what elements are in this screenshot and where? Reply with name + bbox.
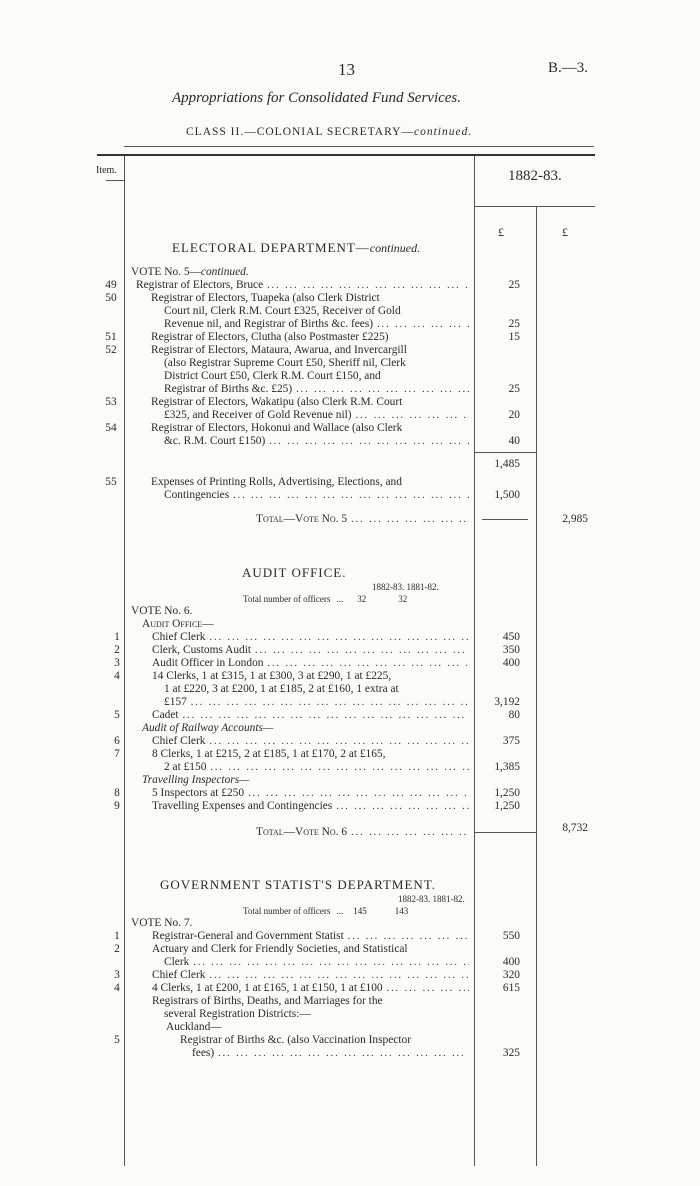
item-number: 3 bbox=[114, 969, 120, 981]
item-number: 54 bbox=[105, 422, 117, 434]
item-description: District Court £50, Clerk R.M. Court £150, and bbox=[164, 370, 381, 382]
item-description: 2 at £150 bbox=[164, 761, 207, 773]
page-title: Appropriations for Consolidated Fund Services. bbox=[172, 90, 462, 106]
officers-current: 145 bbox=[353, 906, 367, 916]
item-number: 52 bbox=[105, 344, 117, 356]
item-49-row bbox=[136, 279, 469, 292]
money-columns-top-rule bbox=[474, 206, 595, 207]
item-description: fees) bbox=[192, 1047, 215, 1059]
item-55-last-row bbox=[164, 489, 469, 502]
item-description: Clerk bbox=[164, 956, 190, 968]
item-amount: 40 bbox=[508, 435, 520, 447]
officers-count-row bbox=[243, 906, 408, 916]
registrars-heading: several Registration Districts:— bbox=[164, 1008, 311, 1020]
item-row-last bbox=[164, 696, 469, 709]
total-rule bbox=[482, 519, 528, 520]
item-row bbox=[152, 982, 469, 995]
total-label: Total—Vote No. 5 bbox=[256, 513, 348, 525]
officers-count-row bbox=[243, 594, 407, 604]
item-description: Registrar of Electors, Wakatipu (also Clerk R.M. Court bbox=[151, 396, 403, 408]
item-amount: 15 bbox=[508, 331, 520, 343]
officers-current: 32 bbox=[357, 594, 367, 604]
officers-label: Total number of officers bbox=[243, 906, 331, 916]
item-number: 51 bbox=[105, 331, 117, 343]
item-amount: 550 bbox=[502, 930, 520, 942]
item-row bbox=[152, 709, 469, 722]
electoral-heading-main: ELECTORAL DEPARTMENT— bbox=[172, 240, 370, 255]
item-description: Registrar of Births &c. (also Vaccination Inspector bbox=[180, 1034, 412, 1046]
item-amount: 350 bbox=[502, 644, 520, 656]
item-description: £157 bbox=[164, 696, 187, 708]
item-description: 1 at £220, 3 at £200, 1 at £185, 2 at £160, 1 extra at bbox=[164, 683, 399, 695]
item-amount: 1,250 bbox=[494, 787, 520, 799]
item-column-header: Item. bbox=[96, 165, 117, 176]
vote-5-text: VOTE No. 5— bbox=[131, 266, 201, 278]
total-rule bbox=[474, 832, 536, 833]
item-description: 14 Clerks, 1 at £315, 1 at £300, 3 at £290, 1 at £225, bbox=[152, 670, 392, 682]
item-description: £325, and Receiver of Gold Revenue nil) bbox=[164, 409, 352, 421]
item-amount: 375 bbox=[502, 735, 520, 747]
item-number: 6 bbox=[114, 735, 120, 747]
item-amount: 25 bbox=[508, 279, 520, 291]
class-title-continued: continued. bbox=[413, 126, 473, 138]
item-amount: 3,192 bbox=[494, 696, 520, 708]
item-amount: 1,500 bbox=[494, 489, 520, 501]
vote-total-amount: 2,985 bbox=[562, 513, 588, 525]
item-54-last-row bbox=[164, 435, 469, 448]
vote-6-label: VOTE No. 6. bbox=[131, 605, 193, 617]
item-row-last bbox=[164, 761, 469, 774]
item-amount: 325 bbox=[502, 1047, 520, 1059]
item-amount: 20 bbox=[508, 409, 520, 421]
document-reference: B.—3. bbox=[548, 60, 589, 76]
item-description: Registrar of Electors, Clutha (also Postmaster £225) bbox=[151, 331, 389, 343]
item-amount: 400 bbox=[502, 657, 520, 669]
page-number: 13 bbox=[338, 60, 355, 79]
item-number: 53 bbox=[105, 396, 117, 408]
officers-years-header: 1882-83. 1881-82. bbox=[372, 582, 439, 592]
item-amount: 25 bbox=[508, 383, 520, 395]
pound-sign-2: £ bbox=[562, 225, 568, 239]
subtotal-rule bbox=[474, 452, 536, 453]
item-number: 50 bbox=[105, 292, 117, 304]
subheading-travelling-inspectors: Travelling Inspectors— bbox=[142, 774, 250, 786]
header-rule bbox=[124, 146, 594, 147]
class-title-main: CLASS II.—COLONIAL SECRETARY— bbox=[186, 126, 414, 138]
item-amount: 450 bbox=[502, 631, 520, 643]
item-number: 1 bbox=[114, 930, 120, 942]
item-amount: 25 bbox=[508, 318, 520, 330]
item-description: 4 Clerks, 1 at £200, 1 at £165, 1 at £150, 1 at £100 bbox=[152, 982, 383, 994]
item-53-last-row bbox=[164, 409, 469, 422]
item-description: Contingencies bbox=[164, 489, 230, 501]
item-amount: 615 bbox=[502, 982, 520, 994]
subtotal-amount: 1,485 bbox=[494, 458, 520, 470]
item-row bbox=[152, 969, 469, 982]
section-heading-audit: AUDIT OFFICE. bbox=[242, 565, 347, 580]
vote-7-label: VOTE No. 7. bbox=[131, 917, 193, 929]
item-description: Registrar of Electors, Bruce bbox=[136, 279, 264, 291]
item-row bbox=[152, 631, 469, 644]
item-50-last-row bbox=[164, 318, 469, 331]
officers-previous: 143 bbox=[394, 906, 409, 916]
item-description: Chief Clerk bbox=[152, 735, 206, 747]
item-row bbox=[152, 930, 469, 943]
vote-5-continued: continued. bbox=[200, 266, 249, 278]
item-description: Travelling Expenses and Contingencies bbox=[152, 800, 333, 812]
item-description: Cadet bbox=[152, 709, 179, 721]
table-top-rule bbox=[97, 154, 595, 156]
section-heading-electoral bbox=[172, 240, 420, 256]
item-description: 5 Inspectors at £250 bbox=[152, 787, 245, 799]
registrars-heading: Registrars of Births, Deaths, and Marriages for the bbox=[152, 995, 383, 1007]
item-description: Expenses of Printing Rolls, Advertising, Elections, and bbox=[151, 476, 402, 488]
item-row bbox=[152, 644, 469, 657]
item-description: Audit Officer in London bbox=[152, 657, 264, 669]
vote-5-total-row bbox=[256, 513, 469, 526]
item-description: 8 Clerks, 1 at £215, 2 at £185, 1 at £170, 2 at £165, bbox=[152, 748, 386, 760]
item-amount: 1,385 bbox=[494, 761, 520, 773]
item-row bbox=[152, 735, 469, 748]
item-number: 7 bbox=[114, 748, 120, 760]
officers-previous: 32 bbox=[398, 594, 408, 604]
item-description: Clerk, Customs Audit bbox=[152, 644, 252, 656]
item-description: Revenue nil, and Registrar of Births &c. fees) bbox=[164, 318, 374, 330]
item-description: Registrar of Electors, Hokonui and Wallace (also Clerk bbox=[151, 422, 403, 434]
subheading-audit-office: Audit Office— bbox=[142, 618, 214, 630]
subheading-railway-accounts: Audit of Railway Accounts— bbox=[142, 722, 274, 734]
vote-6-total-row bbox=[256, 826, 469, 839]
item-amount: 80 bbox=[508, 709, 520, 721]
year-column-header: 1882-83. bbox=[508, 168, 562, 184]
item-number: 1 bbox=[114, 631, 120, 643]
vote-5-label bbox=[131, 266, 249, 279]
vote-total-amount: 8,732 bbox=[562, 822, 588, 834]
item-number: 2 bbox=[114, 943, 120, 955]
item-52-last-row bbox=[164, 383, 469, 396]
item-row bbox=[152, 800, 469, 813]
item-number: 49 bbox=[105, 279, 117, 291]
item-amount: 400 bbox=[502, 956, 520, 968]
item-description: &c. R.M. Court £150) bbox=[164, 435, 266, 447]
item-description: Registrar-General and Government Statist bbox=[152, 930, 344, 942]
item-description: Chief Clerk bbox=[152, 631, 206, 643]
section-heading-statist: GOVERNMENT STATIST'S DEPARTMENT. bbox=[160, 877, 437, 892]
dot-leader: ... bbox=[336, 906, 344, 916]
pound-sign-1: £ bbox=[498, 225, 504, 239]
item-description: Registrar of Electors, Tuapeka (also Clerk District bbox=[151, 292, 380, 304]
item-description: Actuary and Clerk for Friendly Societies, and Statistical bbox=[152, 943, 408, 955]
auckland-subheading: Auckland— bbox=[166, 1021, 222, 1033]
item-number: 55 bbox=[105, 476, 117, 488]
officers-years-header: 1882-83. 1881-82. bbox=[398, 894, 465, 904]
item-number: 9 bbox=[114, 800, 120, 812]
item-number: 2 bbox=[114, 644, 120, 656]
money-column-rule-1 bbox=[474, 156, 475, 1166]
item-description: Registrar of Births &c. £25) bbox=[164, 383, 293, 395]
item-number: 5 bbox=[114, 709, 120, 721]
item-row-last bbox=[192, 1047, 469, 1060]
money-column-rule-2 bbox=[536, 206, 537, 1166]
item-description: Registrar of Electors, Mataura, Awarua, and Invercargill bbox=[151, 344, 407, 356]
item-header-underline bbox=[106, 180, 124, 181]
class-title bbox=[186, 126, 472, 138]
item-row bbox=[152, 787, 469, 800]
item-description: (also Registrar Supreme Court £50, Sheriff nil, Clerk bbox=[164, 357, 406, 369]
item-description: Court nil, Clerk R.M. Court £325, Receiver of Gold bbox=[164, 305, 401, 317]
item-amount: 320 bbox=[502, 969, 520, 981]
item-amount: 1,250 bbox=[494, 800, 520, 812]
item-number: 4 bbox=[114, 670, 120, 682]
dot-leader: ... bbox=[336, 594, 344, 604]
item-number: 8 bbox=[114, 787, 120, 799]
item-description: Chief Clerk bbox=[152, 969, 206, 981]
item-row-last bbox=[164, 956, 469, 969]
item-number: 4 bbox=[114, 982, 120, 994]
total-label: Total—Vote No. 6 bbox=[256, 826, 348, 838]
electoral-heading-continued: continued. bbox=[369, 241, 421, 255]
item-row bbox=[152, 657, 469, 670]
officers-label: Total number of officers bbox=[243, 594, 331, 604]
item-number: 3 bbox=[114, 657, 120, 669]
item-number: 5 bbox=[114, 1034, 120, 1046]
